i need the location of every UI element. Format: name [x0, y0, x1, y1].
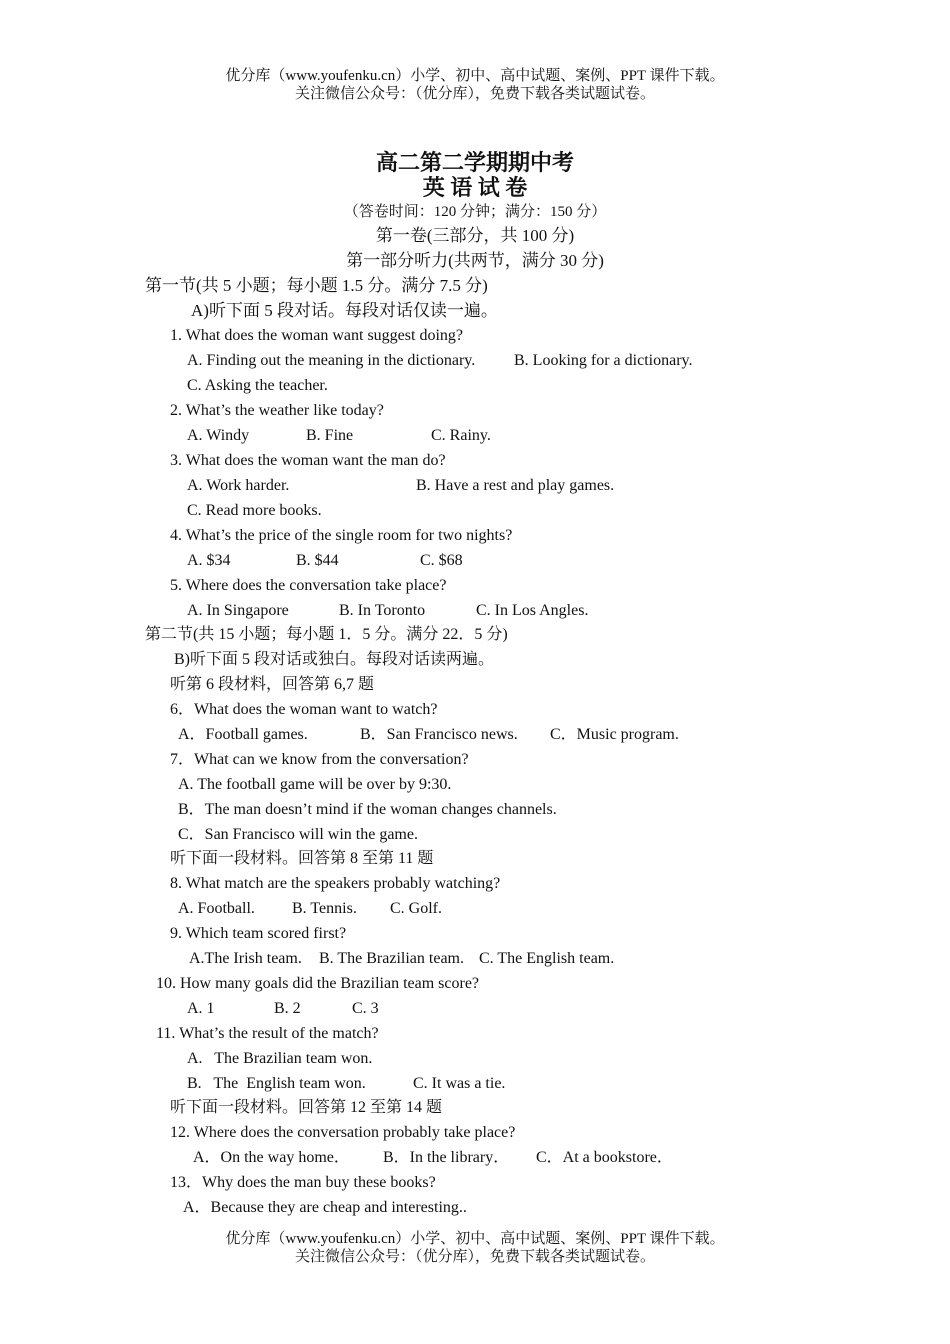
q12-option-a: A．On the way home． [193, 1149, 350, 1166]
part-heading: 第一部分听力(共两节，满分 30 分) [346, 251, 604, 270]
q3-option-a: A. Work harder. [187, 477, 290, 494]
section2-instruction: B)听下面 5 段对话或独白。每段对话读两遍。 [174, 651, 495, 668]
material-heading-1: 听第 6 段材料，回答第 6,7 题 [170, 676, 375, 693]
q7-option-c: C．San Francisco will win the game. [178, 826, 418, 843]
q3-option-b: B. Have a rest and play games. [416, 477, 615, 494]
footer-line-2: 关注微信公众号：（优分库），免费下载各类试题试卷。 [294, 1249, 655, 1265]
question-10: 10. How many goals did the Brazilian team score? [156, 975, 480, 992]
q12-option-c: C．At a bookstore． [536, 1149, 673, 1166]
q11-option-c: C. It was a tie. [413, 1075, 506, 1092]
q10-option-c: C. 3 [352, 1000, 379, 1017]
q4-option-b: B. $44 [296, 552, 339, 569]
question-3: 3. What does the woman want the man do? [170, 452, 446, 469]
q5-option-c: C. In Los Angles. [476, 602, 589, 619]
q2-option-b: B. Fine [306, 427, 354, 444]
q8-option-b: B. Tennis. [292, 900, 357, 917]
q10-option-a: A. 1 [187, 1000, 215, 1017]
volume-heading: 第一卷(三部分，共 100 分) [375, 226, 575, 245]
exam-subject: 英 语 试 卷 [422, 175, 528, 200]
q11-option-b: B. The English team won. [187, 1075, 366, 1092]
material-heading-3: 听下面一段材料。回答第 12 至第 14 题 [170, 1099, 443, 1116]
section1-heading: 第一节(共 5 小题；每小题 1.5 分。满分 7.5 分) [145, 276, 488, 295]
q11-option-a: A. The Brazilian team won. [187, 1050, 373, 1067]
q7-option-b: B．The man doesn’t mind if the woman changes channels. [178, 801, 557, 818]
question-2: 2. What’s the weather like today? [170, 402, 384, 419]
section2-heading: 第二节(共 15 小题；每小题 1．5 分。满分 22．5 分) [145, 626, 508, 643]
q3-option-c: C. Read more books. [187, 502, 322, 519]
q7-option-a: A. The football game will be over by 9:30. [178, 776, 452, 793]
q9-option-a: A.The Irish team. [189, 950, 302, 967]
question-1: 1. What does the woman want suggest doing? [170, 327, 463, 344]
q9-option-b: B. The Brazilian team. [319, 950, 464, 967]
exam-time-info: （答卷时间：120 分钟；满分：150 分） [343, 204, 607, 220]
q5-option-a: A. In Singapore [187, 602, 289, 619]
q1-option-c: C. Asking the teacher. [187, 377, 328, 394]
question-6: 6．What does the woman want to watch? [170, 701, 438, 718]
question-4: 4. What’s the price of the single room for two nights? [170, 527, 513, 544]
q5-option-b: B. In Toronto [339, 602, 426, 619]
q4-option-c: C. $68 [420, 552, 463, 569]
question-13: 13．Why does the man buy these books? [170, 1174, 436, 1191]
question-8: 8. What match are the speakers probably watching? [170, 875, 501, 892]
question-12: 12. Where does the conversation probably take place? [170, 1124, 516, 1141]
q6-option-b: B．San Francisco news. [360, 726, 518, 743]
q8-option-a: A. Football. [178, 900, 255, 917]
question-9: 9. Which team scored first? [170, 925, 347, 942]
q4-option-a: A. $34 [187, 552, 231, 569]
q12-option-b: B．In the library． [383, 1149, 510, 1166]
q6-option-c: C．Music program. [550, 726, 679, 743]
header-line-1: 优分库（www.youfenku.cn）小学、初中、高中试题、案例、PPT 课件下载。 [225, 68, 725, 84]
q6-option-a: A．Football games. [178, 726, 308, 743]
q2-option-c: C. Rainy. [431, 427, 491, 444]
exam-title: 高二第二学期期中考 [375, 150, 574, 175]
header-line-2: 关注微信公众号：（优分库），免费下载各类试题试卷。 [294, 86, 655, 102]
section1-instruction: A)听下面 5 段对话。每段对话仅读一遍。 [191, 301, 498, 320]
question-11: 11. What’s the result of the match? [156, 1025, 379, 1042]
q13-option-a: A．Because they are cheap and interesting.. [183, 1199, 467, 1216]
q2-option-a: A. Windy [187, 427, 250, 444]
material-heading-2: 听下面一段材料。回答第 8 至第 11 题 [170, 850, 434, 867]
q1-option-b: B. Looking for a dictionary. [514, 352, 693, 369]
question-7: 7．What can we know from the conversation? [170, 751, 469, 768]
q10-option-b: B. 2 [274, 1000, 301, 1017]
footer-line-1: 优分库（www.youfenku.cn）小学、初中、高中试题、案例、PPT 课件下载。 [225, 1231, 725, 1247]
q1-option-a: A. Finding out the meaning in the dictionary. [187, 352, 476, 369]
q9-option-c: C. The English team. [479, 950, 615, 967]
question-5: 5. Where does the conversation take place? [170, 577, 447, 594]
q8-option-c: C. Golf. [390, 900, 442, 917]
